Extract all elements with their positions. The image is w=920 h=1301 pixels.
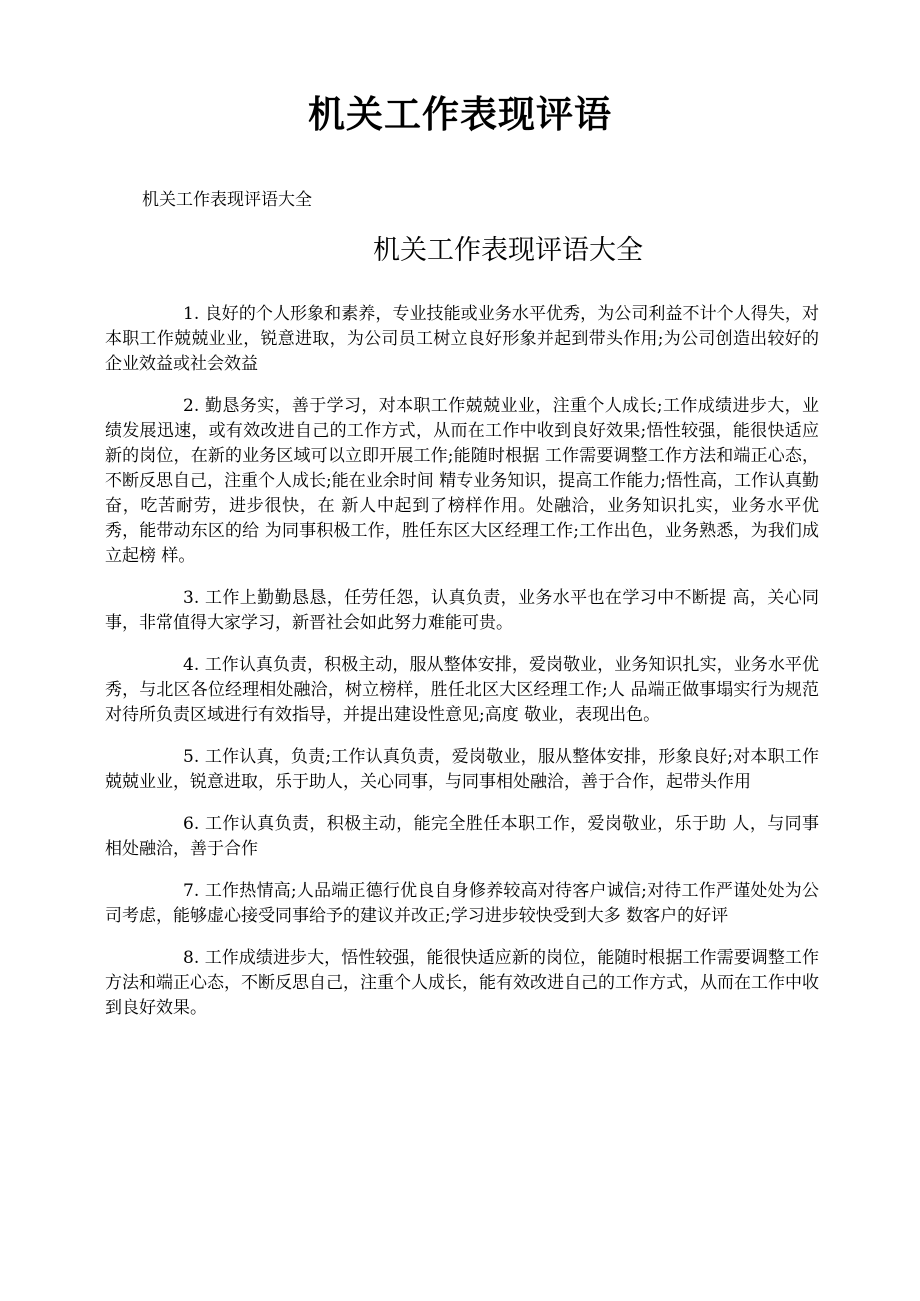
paragraph-2: 2. 勤恳务实，善于学习，对本职工作兢兢业业，注重个人成长;工作成绩进步大，业绩发展迅速，或有效改进自己的工作方式，从而在工作中收到良好效果;悟性较强，能很快适应新的岗位，在新的业务区域可以立即开展工作;能随时根据 工作需要调整工作方法和端正心态，不断反思自己，注重个人成长;能在业余时间 精专业务知识，提高工作能力;悟性高，工作认真勤奋，吃苦耐劳，进步很快，在 新人中起到了榜样作用。处融洽，业务知识扎实，业务水平优秀，能带动东区的给 为同事积极工作，胜任东区大区经理工作;工作出色，业务熟悉，为我们成立起榜 样。 (105, 396, 819, 566)
paragraph-6: 6. 工作认真负责，积极主动，能完全胜任本职工作，爱岗敬业，乐于助 人，与同事相处融洽，善于合作 (105, 814, 819, 859)
paragraph-1: 1. 良好的个人形象和素养，专业技能或业务水平优秀，为公司利益不计个人得失，对本职工作兢兢业业，锐意进取，为公司员工树立良好形象并起到带头作用;为公司创造出较好的企业效益或社会效益 (105, 304, 819, 374)
section-title: 机关工作表现评语大全 (373, 235, 643, 266)
document-subtitle: 机关工作表现评语大全 (142, 190, 312, 210)
page-title: 机关工作表现评语 (308, 92, 612, 136)
paragraph-8: 8. 工作成绩进步大，悟性较强，能很快适应新的岗位，能随时根据工作需要调整工作方法和端正心态，不断反思自己，注重个人成长，能有效改进自己的工作方式，从而在工作中收到良好效果。 (105, 948, 819, 1018)
paragraph-3: 3. 工作上勤勤恳恳，任劳任怨，认真负责，业务水平也在学习中不断提 高，关心同事，非常值得大家学习，新晋社会如此努力难能可贵。 (105, 588, 819, 633)
document-body (105, 302, 819, 1038)
paragraph-7: 7. 工作热情高;人品端正德行优良自身修养较高对待客户诚信;对待工作严谨处处为公司考虑，能够虚心接受同事给予的建议并改正;学习进步较快受到大多 数客户的好评 (105, 881, 819, 926)
paragraph-5: 5. 工作认真，负责;工作认真负责，爱岗敬业，服从整体安排，形象良好;对本职工作兢兢业业，锐意进取，乐于助人，关心同事，与同事相处融洽，善于合作，起带头作用 (105, 747, 819, 792)
paragraph-4: 4. 工作认真负责，积极主动，服从整体安排，爱岗敬业，业务知识扎实，业务水平优秀，与北区各位经理相处融洽，树立榜样，胜任北区大区经理工作;人 品端正做事塌实行为规范对待所负责区域进行有效指导，并提出建设性意见;高度 敬业，表现出色。 (105, 655, 819, 725)
